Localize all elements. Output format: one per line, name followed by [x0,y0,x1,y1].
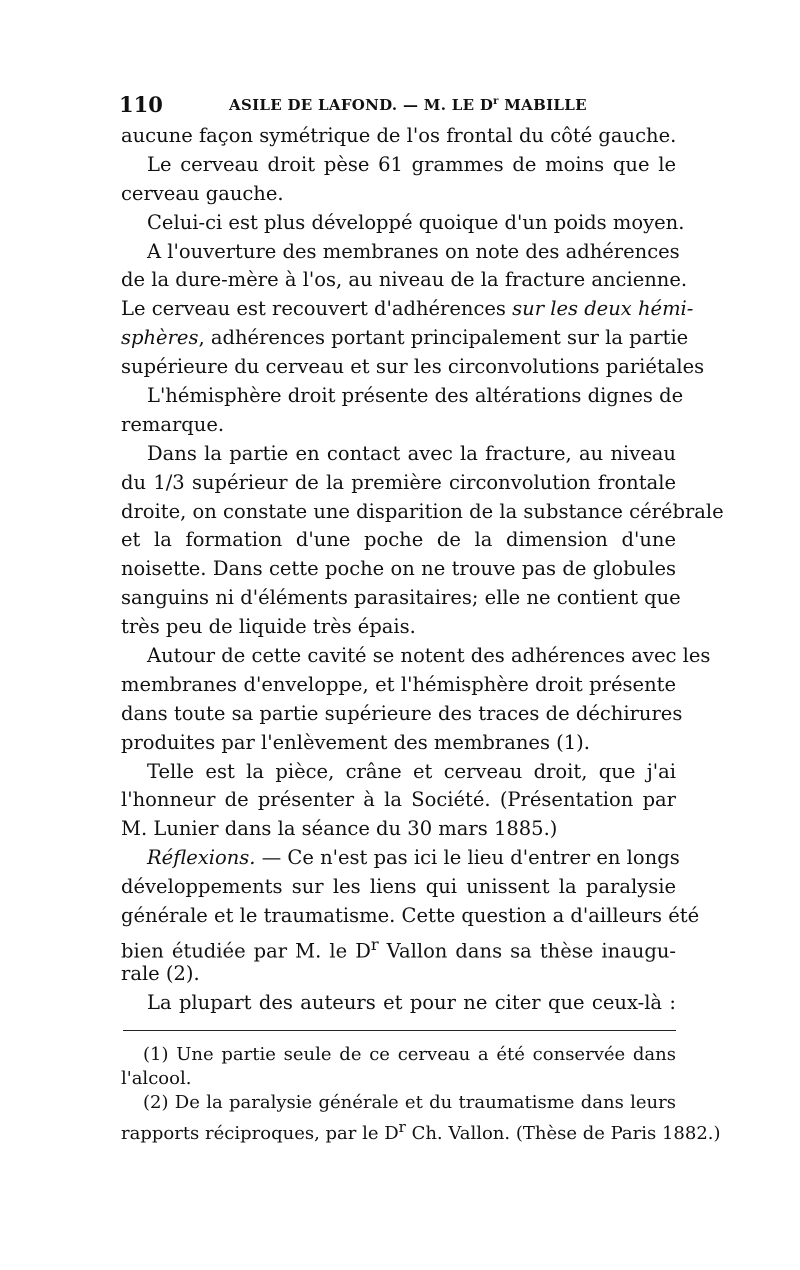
running-head-text: ASILE DE LAFOND. — M. LE D [229,96,494,114]
superscript: r [370,934,379,954]
page-number: 110 [119,92,163,117]
book-page [119,88,724,1144]
text-line: Le cerveau droit pèse 61 grammes de moins que le [147,152,676,176]
text-line: remarque. [121,412,225,436]
text-line [121,295,694,324]
text-line: L'hémisphère droit présente des altérations dignes de [147,384,684,408]
footnote-line: l'alcool. [121,1067,192,1089]
running-head [229,96,587,114]
text-line: A l'ouverture des membranes on note des adhérences [147,239,680,263]
footnote-segment: Ch. Vallon. (Thèse de Paris 1882.) [405,1122,721,1144]
text-line: sanguins ni d'éléments parasitaires; elle ne contient que [121,586,681,610]
footnote-divider [123,1030,676,1031]
text-line: et la formation d'une poche de la dimension d'une [121,528,676,552]
text-line: aucune façon symétrique de l'os frontal du côté gauche. [121,124,677,147]
running-head-superscript: r [493,96,499,107]
text-line: rale (2). [121,961,200,985]
footnotes [121,1043,721,1144]
text-line: de la dure-mère à l'os, au niveau de la fracture ancienne. [121,268,688,292]
text-line [121,844,680,873]
italic-phrase: sur les deux hémi- [512,297,694,321]
italic-phrase: Réflexions. [147,846,256,870]
text-line: très peu de liquide très épais. [121,615,416,639]
text-line: Dans la partie en contact avec la fracture, au niveau [147,441,676,465]
text-line: M. Lunier dans la séance du 30 mars 1885.) [121,817,558,841]
running-head-author: MABILLE [498,96,587,114]
italic-phrase: sphères [121,326,199,350]
text-line [121,324,689,353]
page-header [121,88,676,122]
text-segment: , adhérences portant principalement sur la partie [198,326,689,350]
text-segment: Le cerveau est recouvert d'adhérences [121,297,513,321]
text-line: l'honneur de présenter à la Société. (Présentation par [121,788,676,812]
text-line: supérieure du cerveau et sur les circonvolutions pariétales [121,355,705,379]
text-line: dans toute sa partie supérieure des traces de déchirures [121,701,683,725]
text-line: La plupart des auteurs et pour ne citer que ceux-là : [147,990,676,1014]
body-text [121,122,724,1018]
text-line: produites par l'enlèvement des membranes (1). [121,730,590,754]
footnote-line [121,1115,721,1144]
text-line: du 1/3 supérieur de la première circonvolution frontale [121,470,676,494]
text-segment: Vallon dans sa thèse inaugu- [378,939,676,963]
text-line: développements sur les liens qui unissent la paralysie [121,875,676,899]
text-line: générale et le traumatisme. Cette question a d'ailleurs été [121,904,700,928]
superscript: r [398,1117,406,1136]
footnote-segment: rapports réciproques, par le D [121,1122,399,1144]
text-line: noisette. Dans cette poche on ne trouve pas de globules [121,557,676,581]
text-line: Telle est la pièce, crâne et cerveau droit, que j'ai [147,759,676,783]
footnote-line: (1) Une partie seule de ce cerveau a été conservée dans [143,1043,676,1065]
text-line: cerveau gauche. [121,181,284,205]
footnote-line: (2) De la paralysie générale et du traumatisme dans leurs [143,1091,676,1113]
text-line: Celui-ci est plus développé quoique d'un poids moyen. [147,210,685,234]
text-line [121,931,676,963]
text-segment: — Ce n'est pas ici le lieu d'entrer en longs [255,846,680,870]
text-line: membranes d'enveloppe, et l'hémisphère droit présente [121,672,676,696]
text-segment: bien étudiée par M. le D [121,939,371,963]
text-line: Autour de cette cavité se notent des adhérences avec les [147,644,711,668]
text-line: droite, on constate une disparition de la substance cérébrale [121,499,724,523]
